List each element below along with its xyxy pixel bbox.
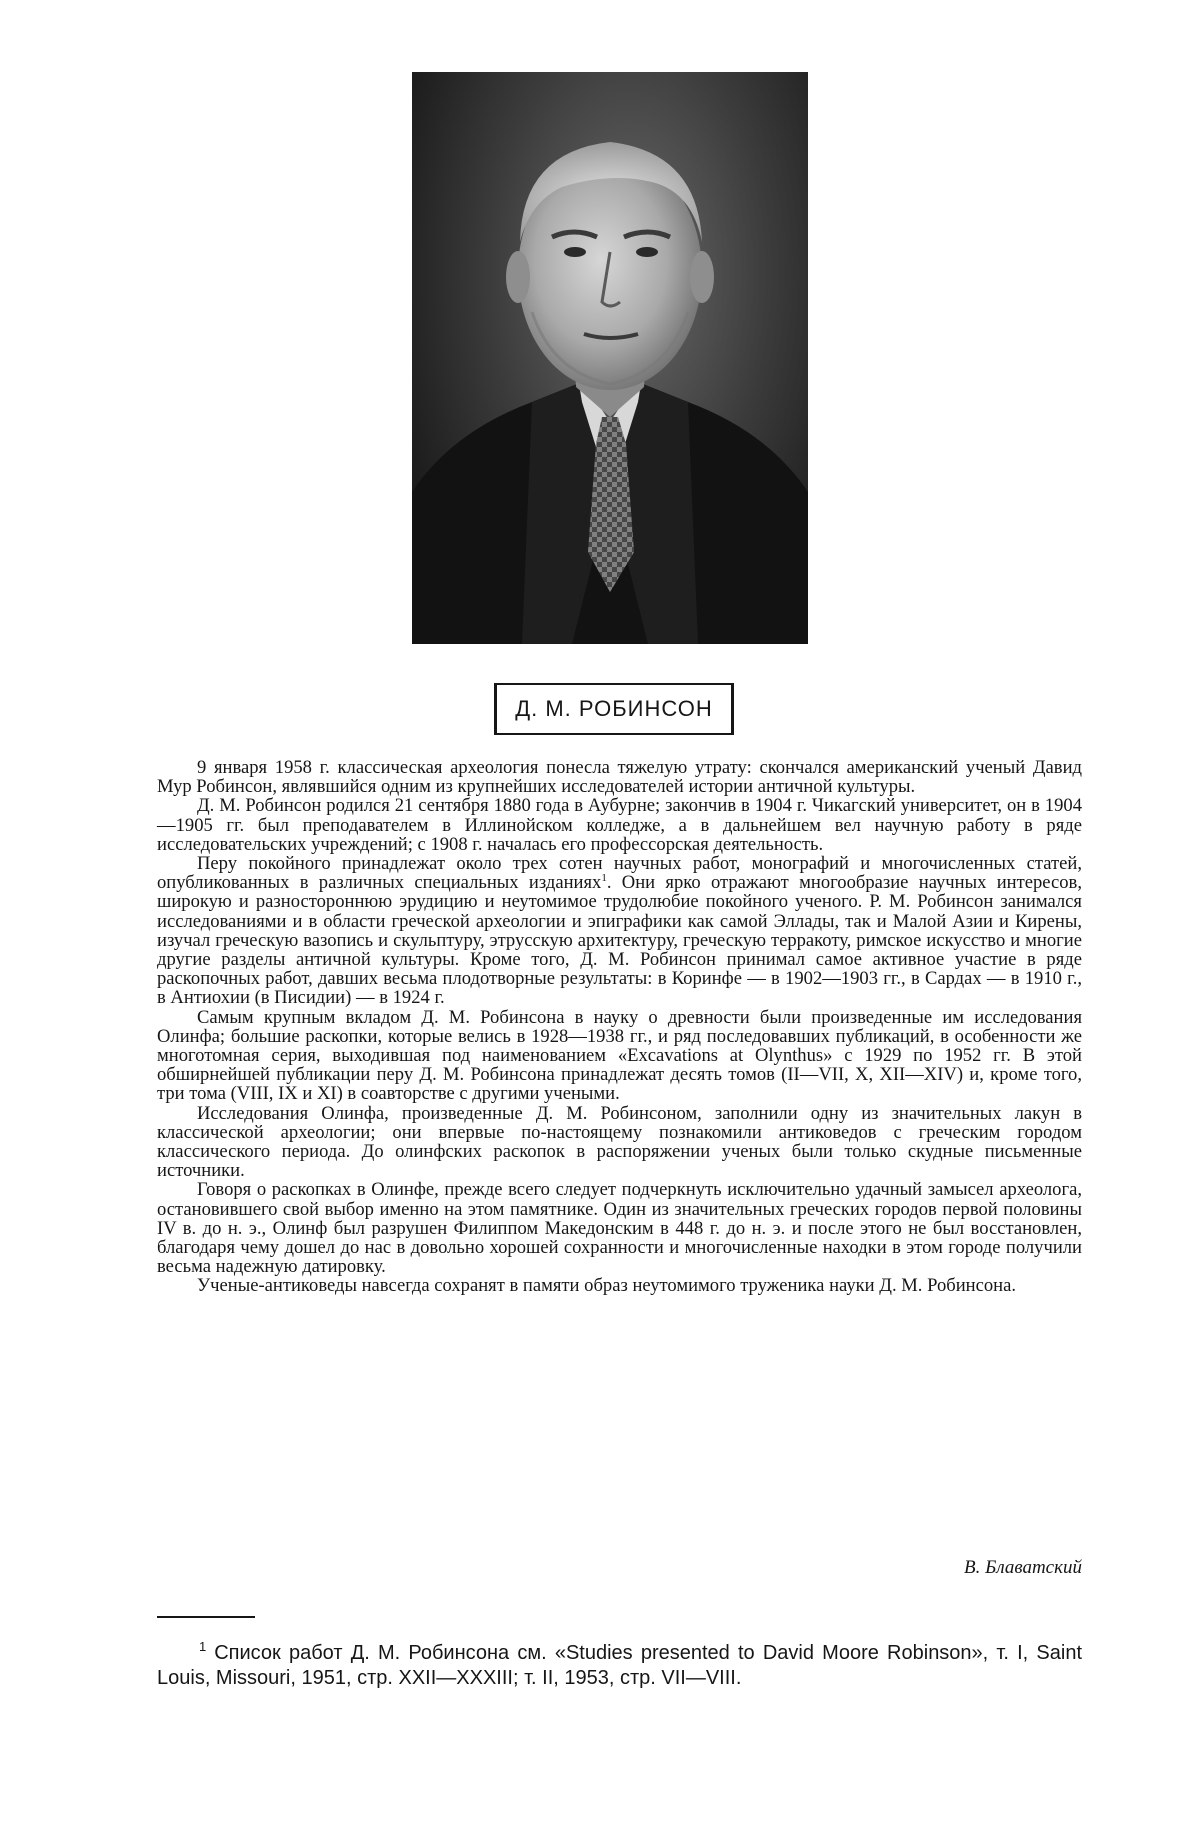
footnote bbox=[157, 1641, 1082, 1691]
footnote-text: Список работ Д. М. Робинсона см. «Studies presented to David Moore Robinson», т. I, Saint Louis, Missouri, 1951, стр. XXII—XXXIII; т. II, 1953, стр. VII—VIII. bbox=[157, 1642, 1082, 1689]
footnote-divider bbox=[157, 1616, 255, 1618]
footnote-reference: 1 bbox=[601, 872, 607, 885]
paragraph-3-part-2: . Они ярко отражают многообразие научных интересов, широкую и разностороннюю эрудицию и неутомимое трудолюбие покойного ученого. Р. М. Робинсон занимался исследованиями и в области греческой археологии и эпиграфики как самой Эллады, так и Малой Азии и Кирены, изучал греческую вазопись и скульптуру, этрусскую архитектуру, греческую терракоту, римское искусство и многие другие разделы античной культуры. Кроме того, Д. М. Робинсон принимал самое активное участие в ряде раскопочных работ, давших весьма плодотворные результаты: в Коринфе — в 1902—1903 гг., в Сардах — в 1910 г., в Антиохии (в Писидии) — в 1924 г. bbox=[157, 872, 1082, 1009]
name-heading: Д. М. РОБИНСОН bbox=[494, 683, 734, 735]
paragraph-5: Исследования Олинфа, произведенные Д. М. Робинсоном, заполнили одну из значительных лакун в классической археологии; они впервые по-настоящему познакомили антиковедов с греческим городом классического периода. До олинфских раскопок в распоряжении ученых были только скудные письменные источники. bbox=[157, 1102, 1082, 1182]
portrait-illustration bbox=[412, 72, 808, 644]
paragraph-1: 9 января 1958 г. классическая археология понесла тяжелую утрату: скончался американский ученый Давид Мур Робинсон, являвшийся одним из крупнейших исследователей истории античной культуры. bbox=[157, 757, 1082, 798]
paragraph-7: Ученые-антиковеды навсегда сохранят в памяти образ неутомимого труженика науки Д. М. Робинсона. bbox=[197, 1275, 1017, 1297]
footnote-mark: 1 bbox=[199, 1639, 207, 1655]
paragraph-3 bbox=[157, 854, 1082, 1008]
paragraph-3-part-1: Перу покойного принадлежат около трех сотен научных работ, монографий и многочисленных статей, опубликованных в различных специальных изданиях bbox=[157, 853, 1082, 894]
paragraph-2: Д. М. Робинсон родился 21 сентября 1880 года в Аубурне; закончив в 1904 г. Чикагский университет, он в 1904—1905 гг. был преподавателем в Иллинойском колледже, а в дальнейшем вел научную работу в ряде исследовательских учреждений; с 1908 г. началась его профессорская деятельность. bbox=[157, 795, 1082, 855]
article-body bbox=[157, 758, 1082, 1296]
paragraph-6: Говоря о раскопках в Олинфе, прежде всего следует подчеркнуть исключительно удачный замысел археолога, остановившего свой выбор именно на этом памятнике. Один из значительных греческих городов первой половины IV в. до н. э., Олинф был разрушен Филиппом Македонским в 448 г. до н. э. и после этого не был восстановлен, благодаря чему дошел до нас в довольно хорошей сохранности и многочисленные находки в этом городе получили весьма надежную датировку. bbox=[157, 1179, 1082, 1278]
portrait-photo bbox=[412, 72, 808, 644]
author-signature: В. Блаватский bbox=[964, 1557, 1082, 1578]
paragraph-4: Самым крупным вкладом Д. М. Робинсона в науку о древности были произведенные им исследования Олинфа; большие раскопки, которые велись в 1928—1938 гг., и ряд последовавших публикаций, в особенности же многотомная серия, выходившая под наименованием «Excavations at Olynthus» с 1929 по 1952 гг. В этой обширнейшей публикации перу Д. М. Робинсона принадлежат десять томов (II—VII, X, XII—XIV) и, кроме того, три тома (VIII, IX и XI) в соавторстве с другими учеными. bbox=[157, 1006, 1082, 1105]
